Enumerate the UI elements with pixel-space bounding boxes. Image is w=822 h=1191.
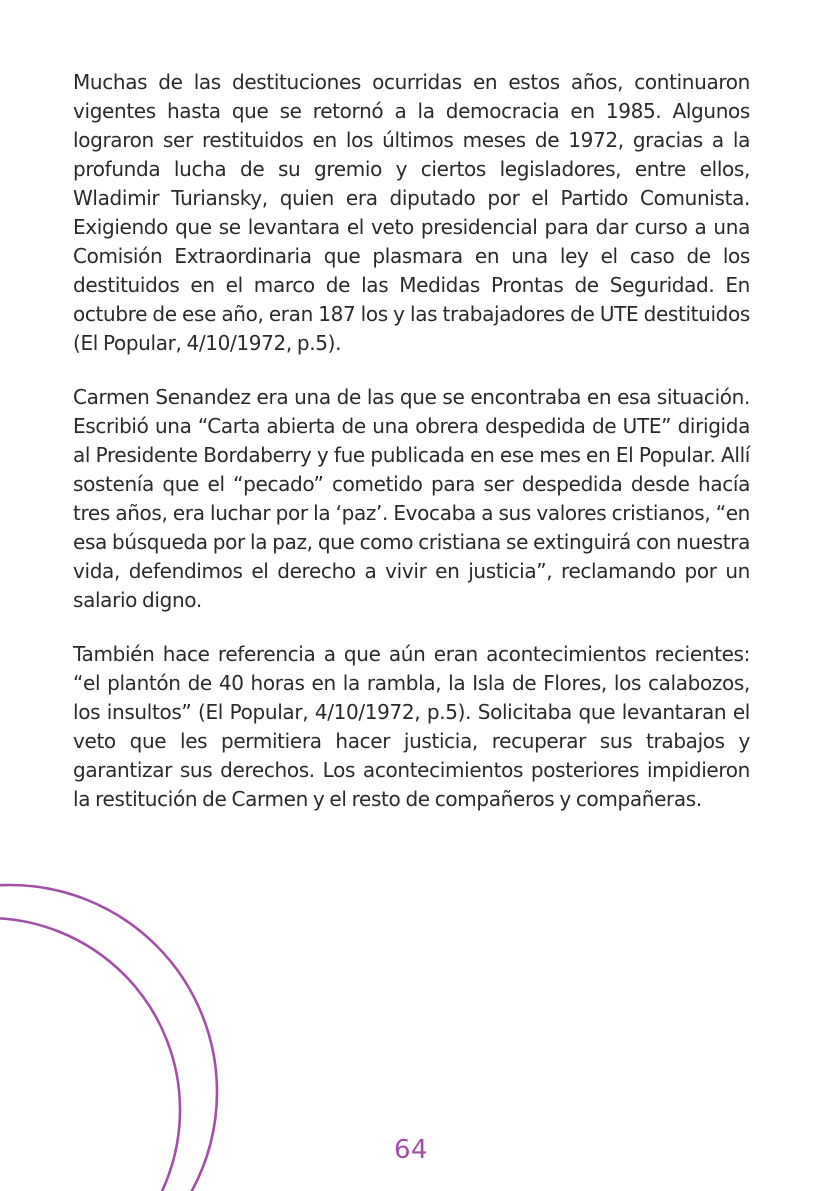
paragraph-3: También hace referencia a que aún eran acontecimientos recientes: “el plantón de 40 horas en la rambla, la Isla de Flores, los calabozos, los insultos” (El Popular, 4/10/1972, p.5). Solicitaba que levantaran el veto que les permitiera hacer justicia, recuperar sus trabajos y garantizar sus derechos. Los acontecimientos posteriores impidieron la restitución de Carmen y el resto de compañeros y compañeras. [73,642,750,811]
paragraph-2: Carmen Senandez era una de las que se encontraba en esa situación. Escribió una “Carta abierta de una obrera despedida de UTE” dirigida al Presidente Bordaberry y fue publicada en ese mes en El Popular. Allí sostenía que el “pecado” cometido para ser despedida desde hacía tres años, era luchar por la ‘paz’. Evocaba a sus valores cristianos, “en esa búsqueda por la paz, que como cristiana se extinguirá con nuestra vida, defendimos el derecho a vivir en justicia”, reclamando por un salario digno. [73,385,750,612]
body-text [73,68,750,839]
page-number: 64 [393,1135,429,1165]
paragraph-1: Muchas de las destituciones ocurridas en estos años, continuaron vigentes hasta que se retornó a la democracia en 1985. Algunos lograron ser restituidos en los últimos meses de 1972, gracias a la profunda lucha de su gremio y ciertos legisladores, entre ellos, Wladimir Turiansky, quien era diputado por el Partido Comunista. Exigiendo que se levantara el veto presidencial para dar curso a una Comisión Extraordinaria que plasmara en una ley el caso de los destituidos en el marco de las Medidas Prontas de Seguridad. En octubre de ese año, eran 187 los y las trabajadores de UTE destituidos (El Popular, 4/10/1972, p.5). [73,70,750,355]
